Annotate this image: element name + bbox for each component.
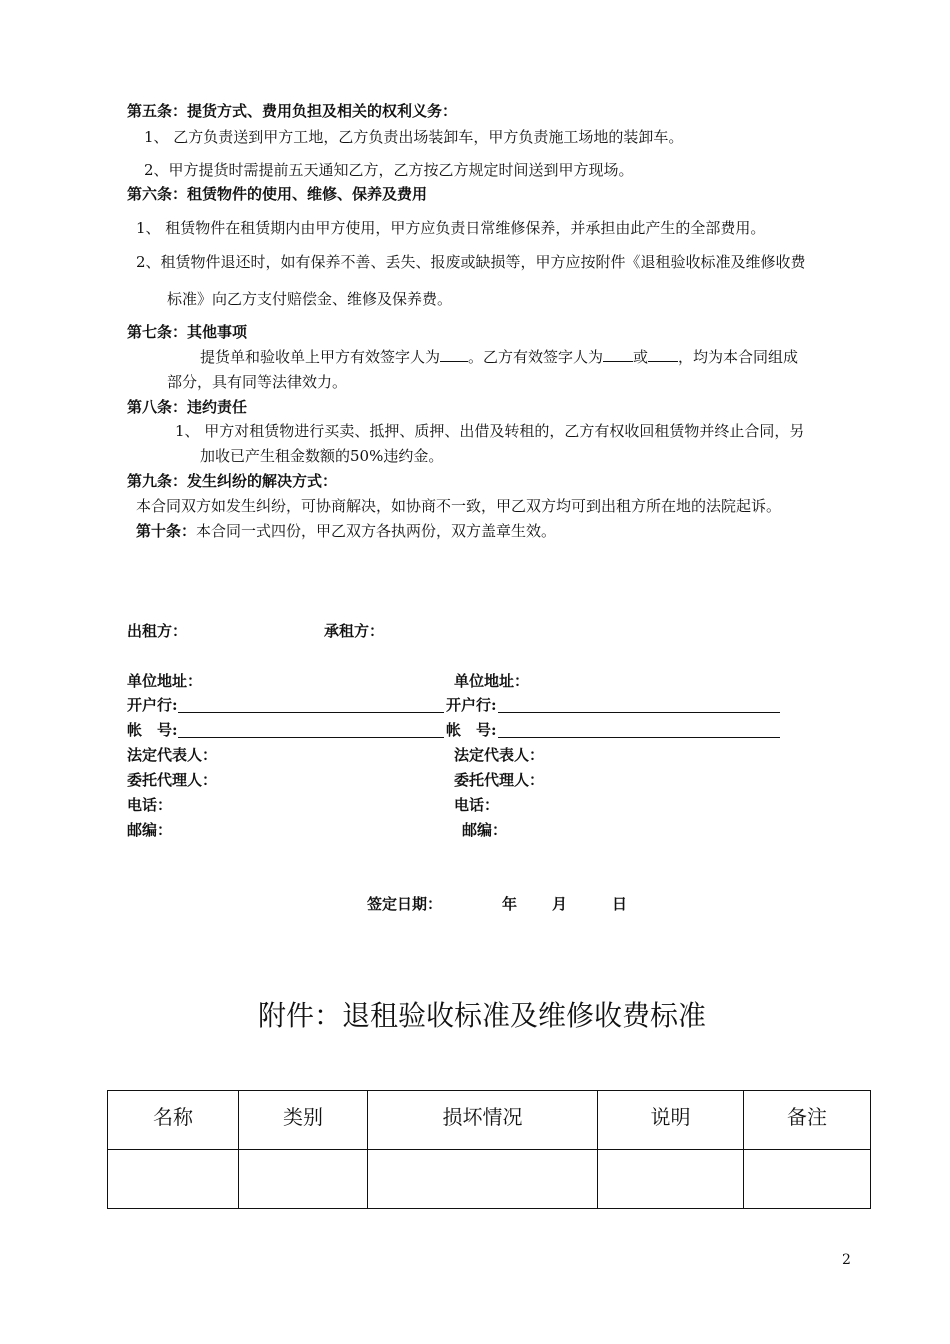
- article-9-heading: 第九条：发生纠纷的解决方式：: [127, 472, 338, 490]
- right-account-label: 帐 号:: [446, 721, 497, 739]
- lessee-label: 承租方：: [324, 622, 385, 640]
- article-6-item-1: 1、 租赁物件在租赁期内由甲方使用，甲方应负责日常维修保养，并承担由此产生的全部费用。: [136, 219, 766, 237]
- table-cell: [239, 1150, 368, 1209]
- article-8-item-1-line-1: 1、 甲方对租赁物进行买卖、抵押、质押、出借及转租的，乙方有权收回租赁物并终止合同，另: [175, 422, 805, 440]
- article-7-heading: 第七条：其他事项: [127, 323, 248, 341]
- column-header-name: 名称: [108, 1091, 239, 1150]
- article-8-heading: 第八条：违约责任: [127, 398, 248, 416]
- right-account-underline: [498, 737, 780, 738]
- left-phone-label: 电话：: [127, 796, 173, 814]
- column-header-remarks: 备注: [744, 1091, 871, 1150]
- column-header-description: 说明: [598, 1091, 744, 1150]
- attachment-table: [107, 1090, 871, 1209]
- left-address-label: 单位地址：: [127, 672, 203, 690]
- signing-date-label: 签定日期：: [367, 895, 443, 913]
- article-6-item-2-line-1: 2、租赁物件退还时，如有保养不善、丢失、报废或缺损等，甲方应按附件《退租验收标准及维修收费: [136, 253, 806, 271]
- lessor-label: 出租方：: [127, 622, 188, 640]
- left-legal-rep-label: 法定代表人：: [127, 746, 218, 764]
- table-cell: [108, 1150, 239, 1209]
- column-header-damage: 损坏情况: [368, 1091, 598, 1150]
- right-address-label: 单位地址：: [454, 672, 530, 690]
- article-7-text-c: 或: [633, 348, 649, 366]
- left-account-underline: [178, 737, 444, 738]
- right-bank-underline: [498, 712, 780, 713]
- right-agent-label: 委托代理人：: [454, 771, 545, 789]
- article-10-text: 本合同一式四份，甲乙双方各执两份，双方盖章生效。: [196, 522, 557, 540]
- page-number: 2: [842, 1252, 851, 1268]
- right-bank-label: 开户行:: [446, 696, 497, 714]
- table-header-row: [108, 1091, 871, 1150]
- signing-date-day: 日: [612, 895, 628, 913]
- article-7-text-a: 提货单和验收单上甲方有效签字人为: [200, 348, 441, 366]
- signatory-blank-c: [648, 347, 678, 362]
- article-8-item-1-line-2: 加收已产生租金数额的50%违约金。: [200, 447, 444, 465]
- table-row: [108, 1150, 871, 1209]
- attachment-title: 附件：退租验收标准及维修收费标准: [258, 999, 707, 1032]
- right-legal-rep-label: 法定代表人：: [454, 746, 545, 764]
- table-cell: [368, 1150, 598, 1209]
- table-cell: [598, 1150, 744, 1209]
- article-5-heading: 第五条：提货方式、费用负担及相关的权利义务：: [127, 102, 458, 120]
- left-bank-underline: [178, 712, 444, 713]
- column-header-category: 类别: [239, 1091, 368, 1150]
- table-cell: [744, 1150, 871, 1209]
- article-7-text-d: ，均为本合同组成: [678, 348, 799, 366]
- left-postcode-label: 邮编：: [127, 821, 173, 839]
- article-7-text-b: 。乙方有效签字人为: [468, 348, 604, 366]
- signatory-blank-b: [603, 347, 633, 362]
- article-7-line-1: [200, 347, 798, 367]
- left-bank-label: 开户行:: [127, 696, 178, 714]
- signing-date-month: 月: [552, 895, 568, 913]
- signatory-blank-a: [440, 347, 468, 362]
- right-postcode-label: 邮编：: [462, 821, 508, 839]
- left-account-label: 帐 号:: [127, 721, 178, 739]
- left-agent-label: 委托代理人：: [127, 771, 218, 789]
- article-7-line-2: 部分，具有同等法律效力。: [167, 373, 348, 391]
- article-5-item-1: 1、 乙方负责送到甲方工地，乙方负责出场装卸车，甲方负责施工场地的装卸车。: [144, 128, 684, 146]
- article-10-heading: 第十条：: [136, 522, 197, 540]
- signing-date-year: 年: [502, 895, 518, 913]
- right-phone-label: 电话：: [454, 796, 500, 814]
- article-6-heading: 第六条：租赁物件的使用、维修、保养及费用: [127, 185, 428, 203]
- article-10: [136, 521, 556, 541]
- article-5-item-2: 2、甲方提货时需提前五天通知乙方，乙方按乙方规定时间送到甲方现场。: [144, 161, 634, 179]
- article-9-text: 本合同双方如发生纠纷，可协商解决，如协商不一致，甲乙双方均可到出租方所在地的法院起诉。: [136, 497, 782, 515]
- article-6-item-2-line-2: 标准》向乙方支付赔偿金、维修及保养费。: [167, 290, 453, 308]
